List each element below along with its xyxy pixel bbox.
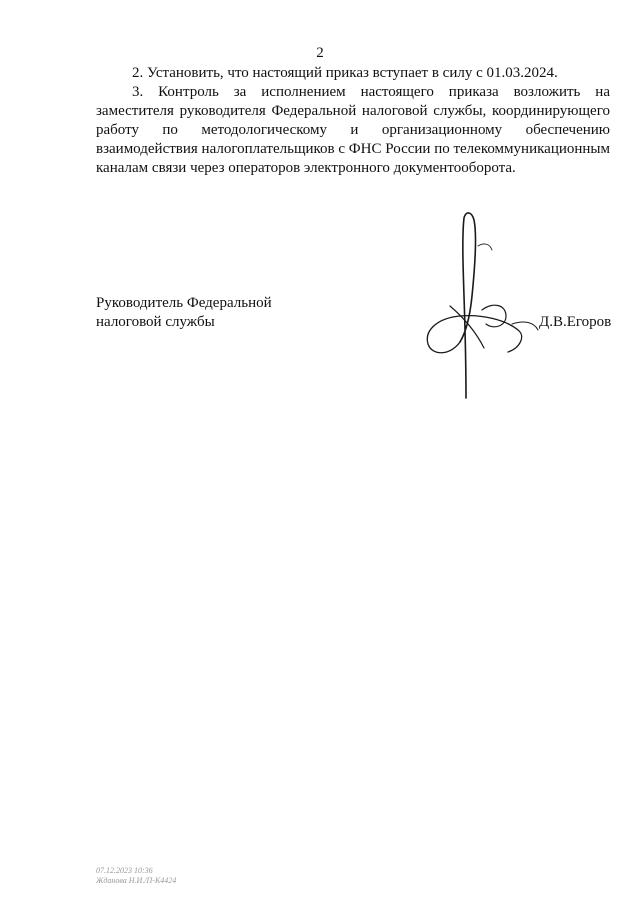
- signer-name: Д.В.Егоров: [539, 314, 612, 330]
- document-body: [96, 64, 610, 178]
- handwritten-signature: [420, 206, 545, 406]
- footer-stamp: [96, 866, 176, 886]
- signer-position-line-2: налоговой службы: [96, 314, 215, 330]
- footer-timestamp: 07.12.2023 10:36: [96, 866, 153, 875]
- footer-code: Жданова Н.И./П-К4424: [96, 876, 177, 885]
- signer-position-line-1: Руководитель Федеральной: [96, 295, 272, 311]
- signer-position: [96, 294, 272, 332]
- paragraph-effective-date: 2. Установить, что настоящий приказ вступает в силу с 01.03.2024.: [132, 65, 558, 81]
- paragraph-control: 3. Контроль за исполнением настоящего приказа возложить на заместителя руководителя Федеральной налоговой службы, координирующего работу по методологическому и организационному обеспечению взаимодействия налогоплательщиков с ФНС России по телекоммуникационным каналам связи через операторов электронного документооборота.: [96, 84, 610, 176]
- page-number: 2: [316, 45, 324, 61]
